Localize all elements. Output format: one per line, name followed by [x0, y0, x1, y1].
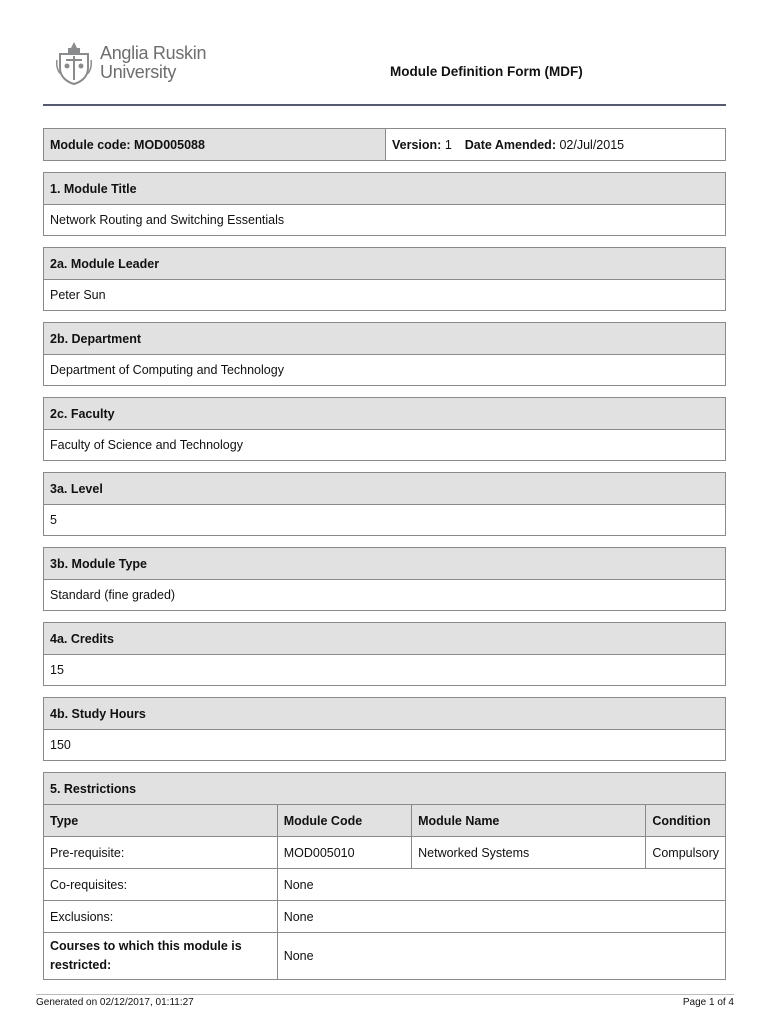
section-heading: 2c. Faculty [44, 398, 725, 430]
prerequisite-code: MOD005010 [277, 837, 411, 869]
section-credits [43, 622, 726, 686]
exclusions-type: Exclusions: [44, 901, 277, 933]
corequisites-type: Co-requisites: [44, 869, 277, 901]
module-code-label: Module code: [50, 137, 131, 152]
date-amended-label: Date Amended: [464, 137, 556, 152]
document-page [43, 0, 726, 972]
university-logo [56, 40, 206, 86]
section-heading: 2b. Department [44, 323, 725, 355]
courses-restricted-type: Courses to which this module is restricted: [44, 933, 277, 980]
date-amended-value: 02/Jul/2015 [559, 137, 625, 152]
corequisites-value: None [277, 869, 725, 901]
column-header: Module Name [412, 805, 646, 837]
section-department [43, 322, 726, 386]
module-code-value: MOD005088 [134, 137, 205, 152]
section-faculty [43, 397, 726, 461]
section-module-leader [43, 247, 726, 311]
section-value: Standard (fine graded) [50, 588, 176, 602]
section-value: Department of Computing and Technology [50, 363, 284, 377]
restrictions-table [44, 804, 725, 979]
section-heading: 3a. Level [44, 473, 725, 505]
section-value: Faculty of Science and Technology [50, 438, 243, 452]
page-number: Page 1 of 4 [682, 997, 734, 1008]
logo-line-2: University [100, 62, 177, 82]
column-header: Module Code [277, 805, 411, 837]
logo-line-1: Anglia Ruskin [100, 43, 207, 63]
exclusions-value: None [277, 901, 725, 933]
prerequisite-condition: Compulsory [646, 837, 725, 869]
section-heading: 5. Restrictions [44, 773, 725, 804]
section-heading: 3b. Module Type [44, 548, 725, 580]
section-value: Peter Sun [50, 288, 106, 302]
form-title: Module Definition Form (MDF) [390, 64, 583, 79]
table-row [44, 869, 725, 901]
section-module-title [43, 172, 726, 236]
prerequisite-name: Networked Systems [412, 837, 646, 869]
version-label: Version: [392, 137, 442, 152]
column-header: Condition [646, 805, 725, 837]
section-module-type [43, 547, 726, 611]
module-code-bar [43, 128, 726, 161]
courses-restricted-value: None [277, 933, 725, 980]
section-heading: 1. Module Title [44, 173, 725, 205]
section-value: Network Routing and Switching Essentials [50, 213, 285, 227]
document-header [43, 0, 726, 106]
section-value: 150 [50, 738, 71, 752]
version-value: 1 [444, 137, 452, 152]
generated-timestamp: Generated on 02/12/2017, 01:11:27 [36, 997, 194, 1008]
section-value: 5 [50, 513, 57, 527]
section-value: 15 [50, 663, 64, 677]
crest-icon [56, 40, 92, 86]
section-heading: 4a. Credits [44, 623, 725, 655]
section-heading: 4b. Study Hours [44, 698, 725, 730]
section-study-hours [43, 697, 726, 761]
section-restrictions [43, 772, 726, 980]
prerequisite-type: Pre-requisite: [44, 837, 277, 869]
table-row [44, 901, 725, 933]
table-row [44, 933, 725, 980]
table-row [44, 837, 725, 869]
page-footer [36, 994, 734, 1008]
column-header: Type [44, 805, 277, 837]
table-header-row [44, 805, 725, 837]
section-level [43, 472, 726, 536]
section-heading: 2a. Module Leader [44, 248, 725, 280]
